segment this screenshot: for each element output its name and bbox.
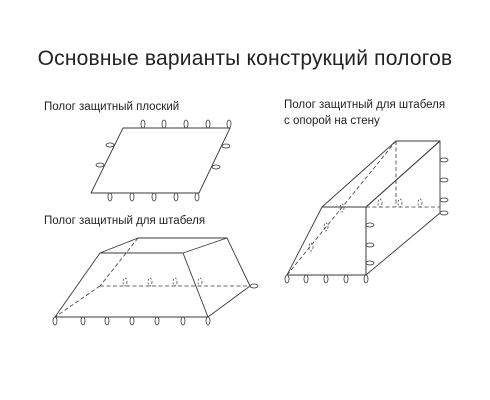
tie-loop-icon — [344, 275, 348, 283]
tie-loop-icon — [130, 193, 134, 201]
tie-loop-icon — [366, 223, 374, 227]
stack-cover-right-face — [208, 238, 250, 317]
wall-cover-diagram — [285, 141, 448, 283]
tie-loop-icon — [212, 165, 220, 169]
tie-loop-icon — [108, 193, 112, 201]
tie-loop-icon — [106, 143, 114, 147]
flat-cover-diagram — [91, 120, 231, 201]
tie-loop-icon — [206, 120, 210, 128]
tie-loop-icon — [440, 211, 448, 215]
tie-loop-icon — [324, 275, 328, 283]
tie-loop-icon — [440, 198, 448, 202]
tie-loop-icon — [162, 120, 166, 128]
tie-loop-icon — [53, 317, 57, 325]
wall-cover-label-line1: Полог защитный для штабеля — [284, 99, 446, 111]
tie-loop-icon — [366, 261, 374, 265]
wall-cover-side-face — [366, 141, 440, 275]
tie-loop-icon — [81, 317, 85, 325]
tie-loop-icon — [398, 199, 402, 207]
tie-loop-icon — [227, 120, 231, 128]
flat-cover-loops — [96, 120, 231, 201]
page-title: Основные варианты конструкций пологов — [37, 47, 453, 70]
tie-loop-icon — [105, 317, 109, 325]
wall-cover-front-face — [287, 207, 366, 275]
stack-cover-left-face — [55, 253, 208, 317]
tie-loop-icon — [440, 178, 448, 182]
tie-loop-icon — [195, 193, 199, 201]
flat-cover-label: Полог защитный плоский — [44, 101, 180, 113]
tie-loop-icon — [366, 243, 374, 247]
tie-loop-icon — [285, 275, 289, 283]
tie-loop-icon — [152, 193, 156, 201]
tie-loop-icon — [418, 199, 422, 207]
wall-cover-label-line2: с опорой на стену — [284, 115, 380, 127]
tie-loop-icon — [364, 275, 368, 283]
stack-cover-loops — [53, 278, 258, 325]
flat-cover-outline — [91, 128, 230, 193]
tie-loop-icon — [250, 284, 258, 288]
tie-loop-icon — [123, 278, 127, 286]
tie-loop-icon — [174, 193, 178, 201]
tie-loop-icon — [378, 199, 382, 207]
tie-loop-icon — [181, 317, 185, 325]
tie-loop-icon — [440, 158, 448, 162]
wall-cover-top-face — [322, 141, 440, 207]
tie-loop-icon — [148, 278, 152, 286]
tie-loop-icon — [96, 163, 104, 167]
wall-cover-hidden-diagonal — [287, 141, 396, 275]
tie-loop-icon — [222, 144, 230, 148]
tie-loop-icon — [198, 278, 202, 286]
tie-loop-icon — [206, 317, 210, 325]
stack-cover-label: Полог защитный для штабеля — [44, 215, 206, 227]
tie-loop-icon — [184, 120, 188, 128]
tie-loop-icon — [173, 278, 177, 286]
stack-cover-top — [100, 238, 227, 253]
stack-cover-hidden-base-left — [55, 286, 100, 317]
tie-loop-icon — [130, 317, 134, 325]
tie-loop-icon — [155, 317, 159, 325]
tie-loop-icon — [141, 120, 145, 128]
tie-loop-icon — [304, 275, 308, 283]
stack-cover-diagram — [53, 238, 258, 325]
